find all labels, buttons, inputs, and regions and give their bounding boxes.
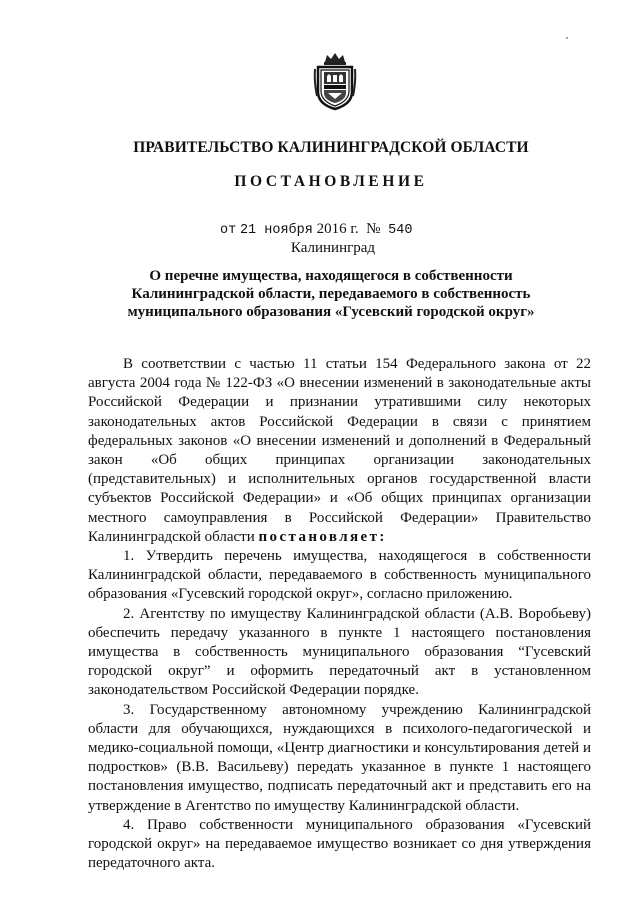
document-body <box>88 355 591 873</box>
item-paragraph-3: 3. Государственному автономному учреждению Калининградской области для обучающихся, нуждающихся в психолого-педагогической и медико-социальной помощи, «Центр диагностики и консультирования детей и подростков» (В.В. Васильеву) передать указанное в пункте 1 настоящего постановления имущество, подписать передаточный акт и представить его на утверждение в Агентство по имуществу Калининградской области. <box>88 701 591 814</box>
coat-of-arms-icon <box>313 52 357 112</box>
date-number-line <box>220 221 412 238</box>
preamble-paragraph <box>88 355 591 547</box>
resolves-word: постановляет: <box>258 528 387 545</box>
date-prefix: от <box>220 223 237 238</box>
item-paragraph-4: 4. Право собственности муниципального образования «Гусевский городской округ» на передаваемое имущество возникает со дня утверждения передаточного акта. <box>88 816 591 872</box>
government-name: ПРАВИТЕЛЬСТВО КАЛИНИНГРАДСКОЙ ОБЛАСТИ <box>133 139 529 156</box>
date-day-month: 21 ноября <box>239 223 313 238</box>
item-paragraph-2: 2. Агентству по имуществу Калининградской области (А.В. Воробьеву) обеспечить передачу указанного в пункте 1 настоящего постановления имущества в собственность муниципального образования “Гусевский городской округ” и оформить передаточный акт в установленном законодательством Российской Федерации порядке. <box>88 605 591 699</box>
document-type: ПОСТАНОВЛЕНИЕ <box>234 173 428 190</box>
subject-line: Калининградской области, передаваемого в собственность <box>131 286 531 302</box>
document-number: 540 <box>388 223 413 238</box>
scan-speck <box>566 37 568 39</box>
document-subject <box>90 267 572 321</box>
preamble-text: В соответствии с частью 11 статьи 154 Федерального закона от 22 августа 2004 года № 122-ФЗ «О внесении изменений в законодательные акты Российской Федерации и признании утратившими силу некоторых законодательных актов Российской Федерации в связи с принятием федеральных законов «О внесении изменений и дополнений в Федеральный закон «Об общих принципах организации законодательных (представительных) и исполнительных органов государственной власти субъектов Российской Федерации» и «Об общих принципах организации местного самоуправления в Российской Федерации» Правительство Калининградской области <box>88 356 591 545</box>
subject-line: муниципального образования «Гусевский городской округ» <box>127 304 535 320</box>
date-year: 2016 г. <box>316 221 359 237</box>
city: Калининград <box>290 240 376 256</box>
subject-line: О перечне имущества, находящегося в собственности <box>149 268 513 284</box>
number-sign: № <box>366 221 381 237</box>
item-paragraph-1: 1. Утвердить перечень имущества, находящегося в собственности Калининградской области, передаваемого в собственность муниципального образования «Гусевский городской округ», согласно приложению. <box>88 548 591 603</box>
